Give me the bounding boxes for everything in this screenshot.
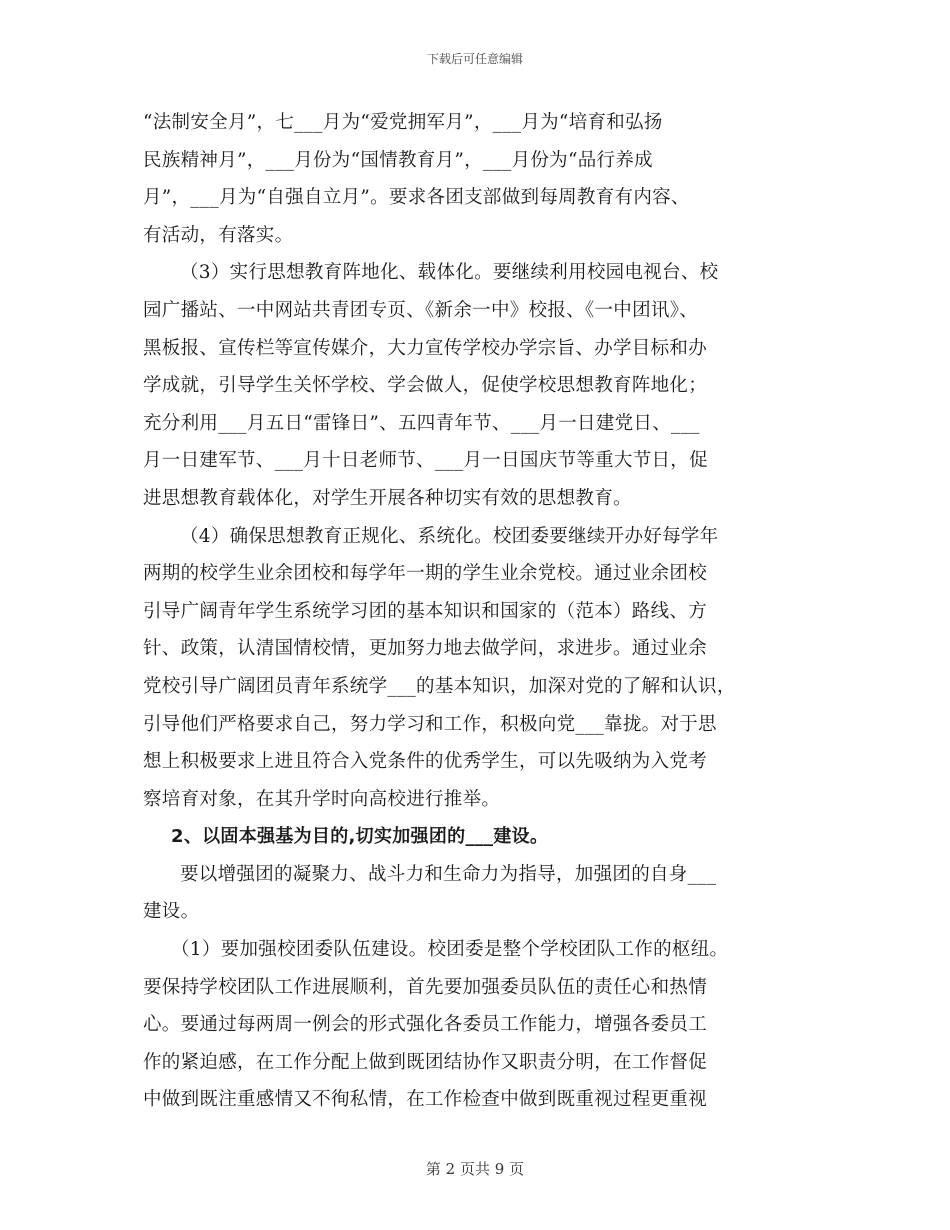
text-line: 引导他们严格要求自己，努力学习和工作，积极向党___靠拢。对于思: [143, 713, 717, 735]
text-line: 有活动，有落实。: [143, 224, 294, 246]
text-line: 针、政策，认清国情校情，更加努力地去做学问，求进步。通过业余: [143, 638, 708, 660]
text-line: 学成就，引导学生关怀学校、学会做人，促使学校思想教育阵地化；: [143, 375, 708, 397]
text-line: 察培育对象，在其升学时向高校进行推举。: [143, 788, 501, 810]
text-line: 建设。: [143, 901, 200, 923]
text-line: 充分利用___月五日“雷锋日”、五四青年节、___月一日建党日、___: [143, 412, 700, 434]
document-body: [143, 104, 808, 1119]
text-line: 黑板报、宣传栏等宣传媒介，大力宣传学校办学宗旨、办学目标和办: [143, 337, 708, 359]
text-line: 两期的校学生业余团校和每学年一期的学生业余党校。通过业余团校: [143, 563, 708, 585]
page-header: 下载后可任意编辑: [426, 52, 523, 66]
section-heading: 2、以固本强基为目的,切实加强团的___建设。: [171, 826, 549, 848]
text-line: 进思想教育载体化，对学生开展各种切实有效的思想教育。: [143, 487, 632, 509]
paragraph-start-line: （3）实行思想教育阵地化、载体化。要继续利用校园电视台、校: [180, 262, 719, 284]
text-line: 园广播站、一中网站共青团专页、《新余一中》校报、《一中团讯》、: [143, 299, 699, 321]
text-line: 月”，___月为“自强自立月”。要求各团支部做到每周教育有内容、: [143, 187, 690, 209]
text-line: 想上积极要求上进且符合入党条件的优秀学生，可以先吸纳为入党考: [143, 751, 708, 773]
text-line: 月一日建军节、___月十日老师节、___月一日国庆节等重大节日，促: [143, 450, 708, 472]
text-line: 中做到既注重感情又不徇私情，在工作检查中做到既重视过程更重视: [143, 1089, 708, 1111]
paragraph-start-line: （1）要加强校团委队伍建设。校团委是整个学校团队工作的枢纽。: [171, 939, 729, 961]
text-line: 民族精神月”，___月份为“国情教育月”，___月份为“品行养成: [143, 149, 653, 171]
page-footer: 第 2 页共 9 页: [425, 1160, 525, 1178]
text-line: 心。要通过每两周一例会的形式强化各委员工作能力，增强各委员工: [143, 1014, 708, 1036]
text-line: 要保持学校团队工作进展顺利，首先要加强委员队伍的责任心和热情: [143, 976, 708, 998]
paragraph-start-line: 要以增强团的凝聚力、战斗力和生命力为指导，加强团的自身___: [180, 863, 717, 885]
text-line: 党校引导广阔团员青年系统学___的基本知识，加深对党的了解和认识，: [143, 675, 736, 697]
text-line: 作的紧迫感，在工作分配上做到既团结协作又职责分明，在工作督促: [143, 1051, 708, 1073]
text-line: 引导广阔青年学生系统学习团的基本知识和国家的（范本）路线、方: [143, 600, 708, 622]
paragraph-start-line: （4）确保思想教育正规化、系统化。校团委要继续开办好每学年: [180, 525, 719, 547]
text-line: “法制安全月”，七___月为“爱党拥军月”，___月为“培育和弘扬: [143, 112, 663, 133]
